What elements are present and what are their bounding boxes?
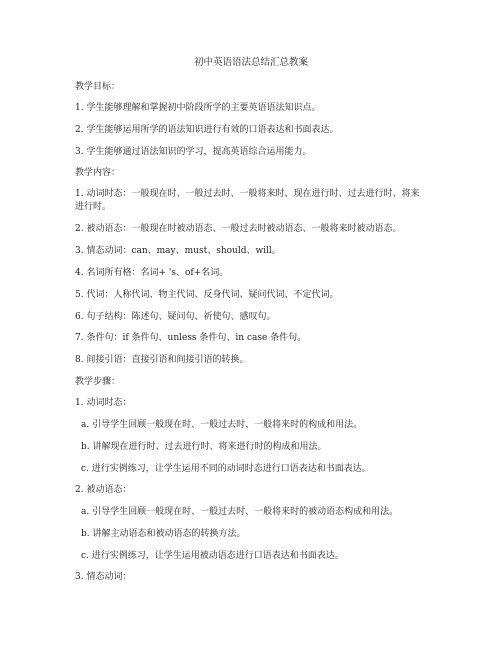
- objective-item: 2. 学生能够运用所学的语法知识进行有效的口语表达和书面表达。: [75, 125, 339, 135]
- objective-item: 1. 学生能够理解和掌握初中阶段所学的主要英语语法知识点。: [75, 103, 321, 113]
- step-item: b. 讲解现在进行时、过去进行时、将来进行时的构成和用法。: [81, 442, 327, 452]
- step-item: b. 讲解主动语态和被动语态的转换方法。: [81, 529, 246, 539]
- content-item: 2. 被动语态：一般现在时被动语态、一般过去时被动语态、一般将来时被动语态。: [75, 224, 402, 234]
- objectives-heading: 教学目标：: [75, 82, 121, 92]
- content-item: 8. 间接引语：直接引语和间接引语的转换。: [75, 355, 249, 365]
- objective-item: 3. 学生能够通过语法知识的学习，提高英语综合运用能力。: [75, 147, 312, 157]
- step-title: 1. 动词时态：: [75, 398, 132, 408]
- content-item: 6. 句子结构：陈述句、疑问句、祈使句、感叹句。: [75, 312, 276, 322]
- step-item: a. 引导学生回顾一般现在时、一般过去时、一般将来时的被动语态构成和用法。: [81, 507, 399, 517]
- step-title: 2. 被动语态：: [75, 485, 132, 495]
- content-item: 5. 代词：人称代词、物主代词、反身代词、疑问代词、不定代词。: [75, 290, 339, 300]
- content-item: 1. 动词时态：一般现在时、一般过去时、一般将来时、现在进行时、过去进行时、将来进行时。: [75, 189, 420, 212]
- step-item: c. 进行实例练习，让学生运用被动语态进行口语表达和书面表达。: [81, 551, 344, 561]
- content-item: 4. 名词所有格：名词+ 's、of+名词。: [75, 268, 229, 278]
- content-item: 3. 情态动词：can、may、must、should、will。: [75, 246, 281, 256]
- step-title: 3. 情态动词：: [75, 572, 132, 582]
- step-item: a. 引导学生回顾一般现在时、一般过去时、一般将来时的构成和用法。: [81, 420, 363, 430]
- document-title: 初中英语语法总结汇总教案: [193, 57, 308, 68]
- step-item: c. 进行实例练习，让学生运用不同的动词时态进行口语表达和书面表达。: [81, 464, 371, 474]
- steps-heading: 教学步骤：: [75, 377, 121, 387]
- content-heading: 教学内容：: [75, 168, 121, 178]
- content-item: 7. 条件句：if 条件句、unless 条件句、in case 条件句。: [75, 333, 307, 343]
